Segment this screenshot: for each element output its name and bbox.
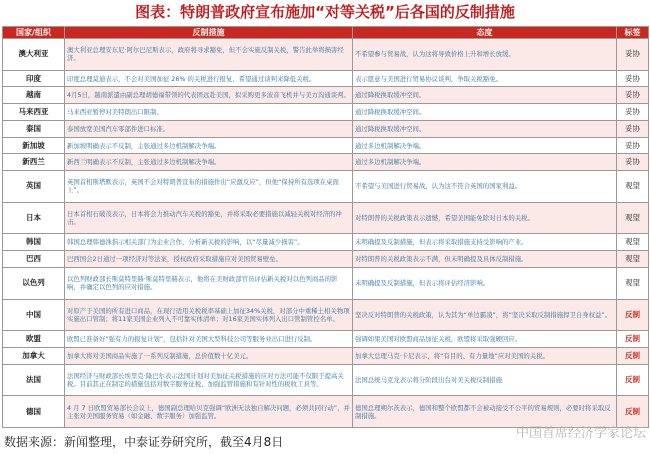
- measures-cell: 韩国总理韩德洙指示相关部门为企业合作，分析新关税的影响，以“尽量减少损害”。: [65, 234, 353, 251]
- table-row: [3, 202, 649, 234]
- table-row: [3, 120, 649, 137]
- label-cell: 妥协: [617, 104, 649, 121]
- country-cell: 澳大利亚: [3, 39, 65, 71]
- attitude-cell: 通过降税换取缓冲空间。: [353, 87, 617, 104]
- label-cell: 观望: [617, 234, 649, 251]
- country-cell: 新西兰: [3, 154, 65, 171]
- label-cell: 妥协: [617, 87, 649, 104]
- table-row: [3, 70, 649, 87]
- label-cell: 反制: [617, 299, 649, 331]
- attitude-cell: 通过多边机制解决争端。: [353, 137, 617, 154]
- countermeasures-table: [2, 26, 649, 428]
- measures-cell: 加拿大将对美国商品实施了一系列反制措施，总价值数十亿美元。: [65, 347, 353, 364]
- table-row: [3, 234, 649, 251]
- attitude-cell: 不希望参与贸易战，认为这将导致价格上升和增长放缓。: [353, 39, 617, 71]
- label-cell: 观望: [617, 251, 649, 268]
- table-row: [3, 396, 649, 428]
- chart-title: 图表：特朗普政府宣布施加“对等关税”后各国的反制措施: [135, 3, 515, 21]
- country-cell: 印度: [3, 70, 65, 87]
- label-cell: 观望: [617, 171, 649, 203]
- label-cell: 妥协: [617, 120, 649, 137]
- header-attitude: 态度: [353, 27, 617, 39]
- measures-cell: 澳大利亚总理安东尼·阿尔巴尼斯表示，政府将寻求豁免，但不会实施反制关税，警告此举将损害经济。: [65, 39, 353, 71]
- table-row: [3, 331, 649, 348]
- country-cell: 新加坡: [3, 137, 65, 154]
- table-row: [3, 267, 649, 299]
- country-cell: 法国: [3, 364, 65, 396]
- label-cell: 妥协: [617, 39, 649, 71]
- country-cell: 以色列: [3, 267, 65, 299]
- measures-cell: 对原产于美国的所有进口商品，在现行适用关税税率基础上加征34%关税，对部分中重稀土相关物项实施出口管制；将11家美国企业列入不可靠实体清单；对16家美国实体列入出口管制管控名单。: [65, 299, 353, 331]
- attitude-cell: 对特朗普的关税政策表示不满，但未明确提及具体反制措施。: [353, 251, 617, 268]
- source-note: 数据来源：新闻整理，中泰证券研究所，截至4月8日: [4, 435, 284, 449]
- label-cell: 反制: [617, 347, 649, 364]
- label-cell: 妥协: [617, 70, 649, 87]
- country-cell: 韩国: [3, 234, 65, 251]
- attitude-cell: 强调如果美国对欧盟商品加征关税，欧盟将采取强硬回应。: [353, 331, 617, 348]
- attitude-cell: 表示愿意与美国进行贸易协议谈判，争取关税豁免。: [353, 70, 617, 87]
- attitude-cell: 加拿大总理马克·卡尼表示，将“有目的、有力量地”应对美国的关税。: [353, 347, 617, 364]
- label-cell: 反制: [617, 331, 649, 348]
- label-cell: 反制: [617, 396, 649, 428]
- table-row: [3, 364, 649, 396]
- attitude-cell: 法国总统马克龙表示将分阶段出台对美关税反制措施: [353, 364, 617, 396]
- table-header-row: [3, 27, 649, 39]
- header-label: 标签: [617, 27, 649, 39]
- attitude-cell: 未明确提及反制措施，但表示将评估经济影响。: [353, 267, 617, 299]
- country-cell: 英国: [3, 171, 65, 203]
- measures-cell: 泰国放宽美国汽车零部件进口标准。: [65, 120, 353, 137]
- measures-cell: 巴西国会2日通过一项经济对等法案，授权政府采取措施应对美国贸易壁垒。: [65, 251, 353, 268]
- measures-cell: 4 月 7 日欧盟贸易部长会议上，德国副总理哈贝克强调“欧洲无法独自解决问题，必须共同行动”，并主张对美国服务贸易（如金融、数字服务）加强监管。: [65, 396, 353, 428]
- measures-cell: 法国经济与财政部长埃里克·隆巴尔表示法国计划对美加征关税措施的应对方法可能不仅限于提高关税。目前其正在制定的措施包括对数字服务征税、加强监管措施和有针对性的税收工具等。: [65, 364, 353, 396]
- measures-cell: 英国首相斯塔默表示，英国不会对特朗普宣布的措施作出“应激反应”，但他“保持所有选项在桌面上”。: [65, 171, 353, 203]
- table-row: [3, 39, 649, 71]
- measures-cell: 新加坡明确表示不反制，主张通过多边机制解决争端。: [65, 137, 353, 154]
- country-cell: 加拿大: [3, 347, 65, 364]
- table-row: [3, 251, 649, 268]
- table-row: [3, 171, 649, 203]
- measures-cell: 日本首相石破茂表示，日本将会力推动汽车关税的豁免，并将采取必要措施以减轻关税对经济的冲击。: [65, 202, 353, 234]
- attitude-cell: 通过降税换取缓冲空间。: [353, 104, 617, 121]
- country-cell: 日本: [3, 202, 65, 234]
- country-cell: 越南: [3, 87, 65, 104]
- watermark: 中国首席经济学家论坛: [515, 426, 646, 441]
- measures-cell: 4月5日，越南派遣由副总理胡德福带领的代表团远赴美国，拟采购更多波音飞机并与美方沟通谈判。: [65, 87, 353, 104]
- label-cell: 观望: [617, 267, 649, 299]
- table-row: [3, 154, 649, 171]
- table-body: [3, 39, 649, 428]
- attitude-cell: 德国总理朔尔茨表示，德国和整个欧盟都不会被动接受不公平的贸易规则，必要时将采取反制措施。: [353, 396, 617, 428]
- table-row: [3, 104, 649, 121]
- country-cell: 巴西: [3, 251, 65, 268]
- table-row: [3, 347, 649, 364]
- country-cell: 马来西亚: [3, 104, 65, 121]
- measures-cell: 马来西亚暂停对美特朗出口限制。: [65, 104, 353, 121]
- label-cell: 观望: [617, 202, 649, 234]
- table-row: [3, 137, 649, 154]
- attitude-cell: 通过多边机制解决争端。: [353, 154, 617, 171]
- measures-cell: 新西兰明确表示不反制，主张通过多边机制解决争端。: [65, 154, 353, 171]
- attitude-cell: 不希望与美国进行贸易战，认为这不符合英国的国家利益。: [353, 171, 617, 203]
- attitude-cell: 坚决反对特朗普的关税政策，认为其为“单边霸凌”，将“坚决采取反制措施捍卫自身权益”。: [353, 299, 617, 331]
- measures-cell: 印度总理莫迪表示，不会对美国加征 26% 的关税进行报复，希望通过谈判来降低关税。: [65, 70, 353, 87]
- measures-cell: 欧盟已准备好“强有力的报复计划”，包括针对美国大型科技公司等服务业出口进行反制。: [65, 331, 353, 348]
- label-cell: 妥协: [617, 137, 649, 154]
- attitude-cell: 通过降税换取缓冲空间。: [353, 120, 617, 137]
- country-cell: 中国: [3, 299, 65, 331]
- table-row: [3, 299, 649, 331]
- table-row: [3, 87, 649, 104]
- label-cell: 妥协: [617, 154, 649, 171]
- country-cell: 泰国: [3, 120, 65, 137]
- country-cell: 欧盟: [3, 331, 65, 348]
- country-cell: 德国: [3, 396, 65, 428]
- measures-cell: 以色列财政部长斯莫特里赫·斯莫特里赫表示，他将在美财政部官员评估新关税对以色列商品的影响，并确定以色列的应对措施。: [65, 267, 353, 299]
- header-measures: 反制措施: [65, 27, 353, 39]
- label-cell: 反制: [617, 364, 649, 396]
- header-country: 国家/组织: [3, 27, 65, 39]
- attitude-cell: 对特朗普的关税政策表示遗憾，希望美国能免除对日本的关税。: [353, 202, 617, 234]
- attitude-cell: 未明确提及反制措施，但表示将采取措施支持受影响的产业。: [353, 234, 617, 251]
